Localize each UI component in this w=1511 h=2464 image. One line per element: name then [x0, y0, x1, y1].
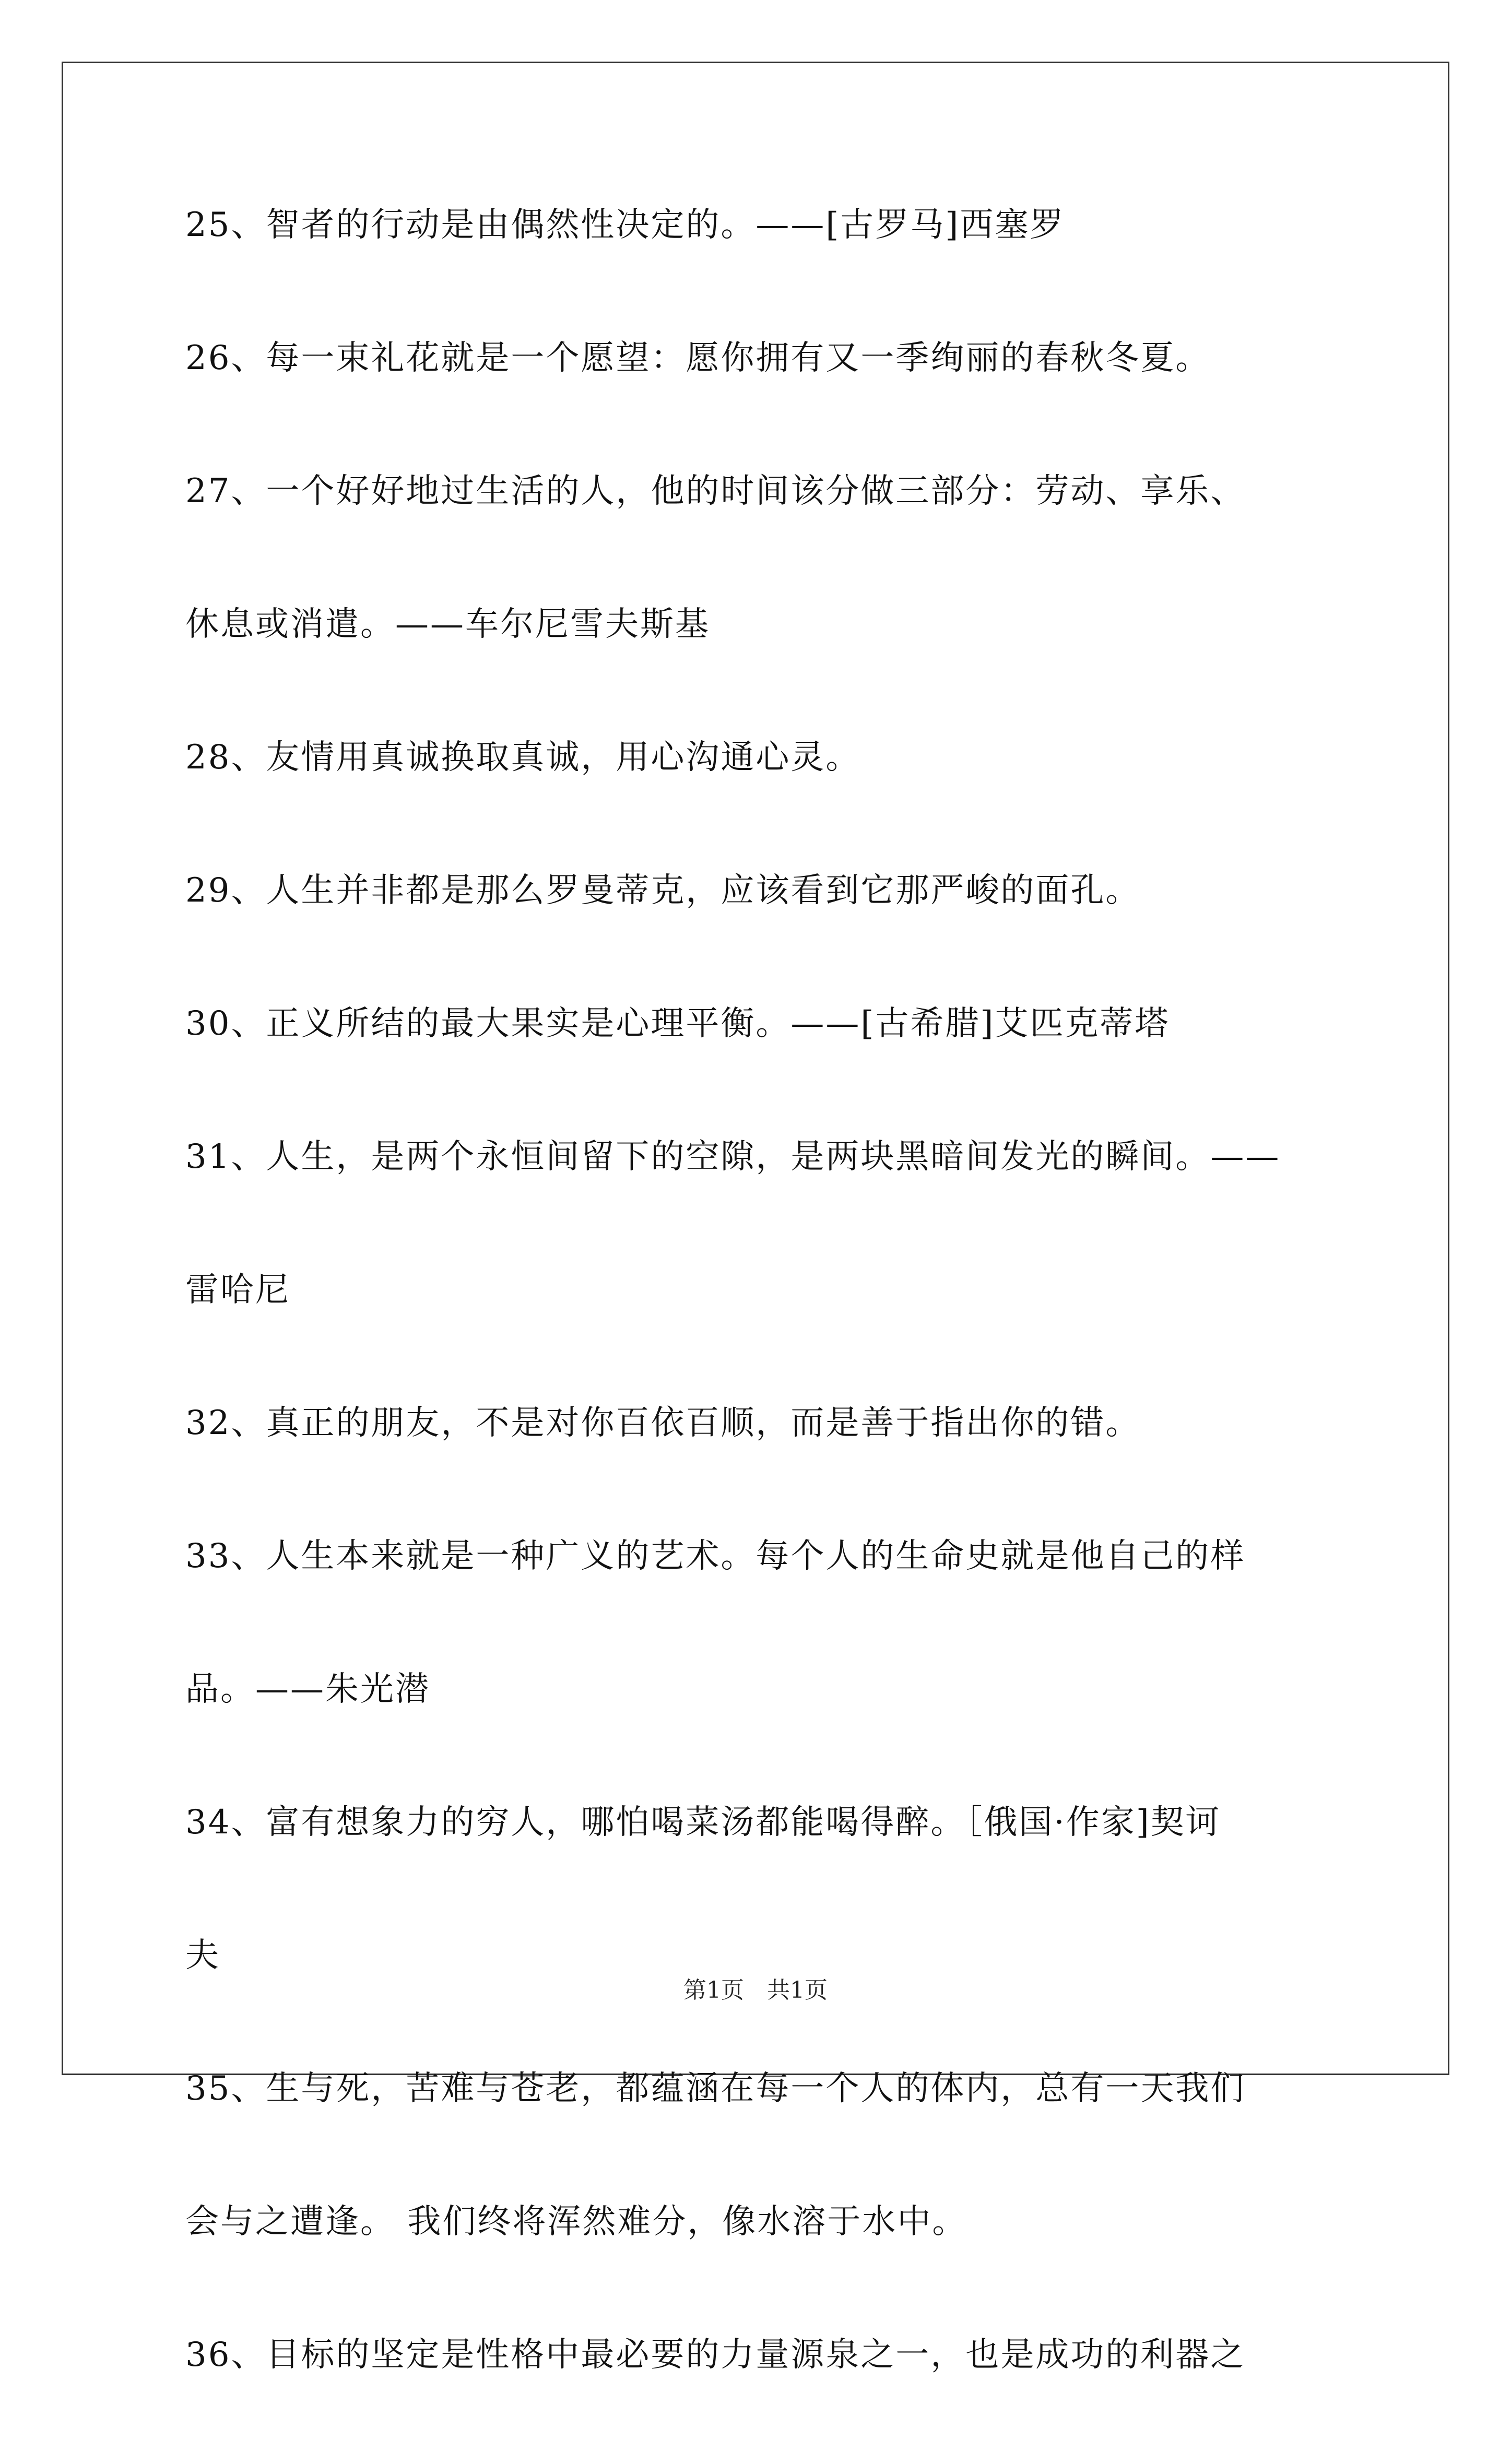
document-body	[185, 201, 1334, 2464]
text-line: 35、生与死，苦难与苍老，都蕴涵在每一个人的体内，总有一天我们	[185, 2069, 1246, 2108]
page-footer: 第1页 共1页	[683, 1977, 828, 2004]
text-line: 品。——朱光潜	[185, 1670, 430, 1709]
text-line: 28、友情用真诚换取真诚，用心沟通心灵。	[185, 738, 861, 777]
text-line: 会与之遭逢。 我们终将浑然难分，像水溶于水中。	[185, 2202, 967, 2241]
text-line: 34、富有想象力的穷人，哪怕喝菜汤都能喝得醉。［俄国·作家]契诃	[185, 1803, 1221, 1842]
text-line: 雷哈尼	[185, 1271, 290, 1309]
text-line: 30、正义所结的最大果实是心理平衡。——[古希腊]艾匹克蒂塔	[185, 1004, 1170, 1043]
text-line: 29、人生并非都是那么罗曼蒂克，应该看到它那严峻的面孔。	[185, 871, 1141, 910]
text-line: 26、每一束礼花就是一个愿望：愿你拥有又一季绚丽的春秋冬夏。	[185, 339, 1211, 377]
text-line: 32、真正的朋友，不是对你百依百顺，而是善于指出你的错。	[185, 1404, 1141, 1442]
text-line: 25、智者的行动是由偶然性决定的。——[古罗马]西塞罗	[185, 206, 1065, 244]
text-line: 36、目标的坚定是性格中最必要的力量源泉之一，也是成功的利器之	[185, 2336, 1246, 2374]
text-line: 31、人生，是两个永恒间留下的空隙，是两块黑暗间发光的瞬间。——	[185, 1138, 1281, 1176]
text-line: 27、一个好好地过生活的人，他的时间该分做三部分：劳动、享乐、	[185, 472, 1246, 511]
text-line: 休息或消遣。——车尔尼雪夫斯基	[185, 605, 710, 644]
text-line: 33、人生本来就是一种广义的艺术。每个人的生命史就是他自己的样	[185, 1537, 1246, 1575]
text-line: 夫	[185, 1936, 220, 1975]
